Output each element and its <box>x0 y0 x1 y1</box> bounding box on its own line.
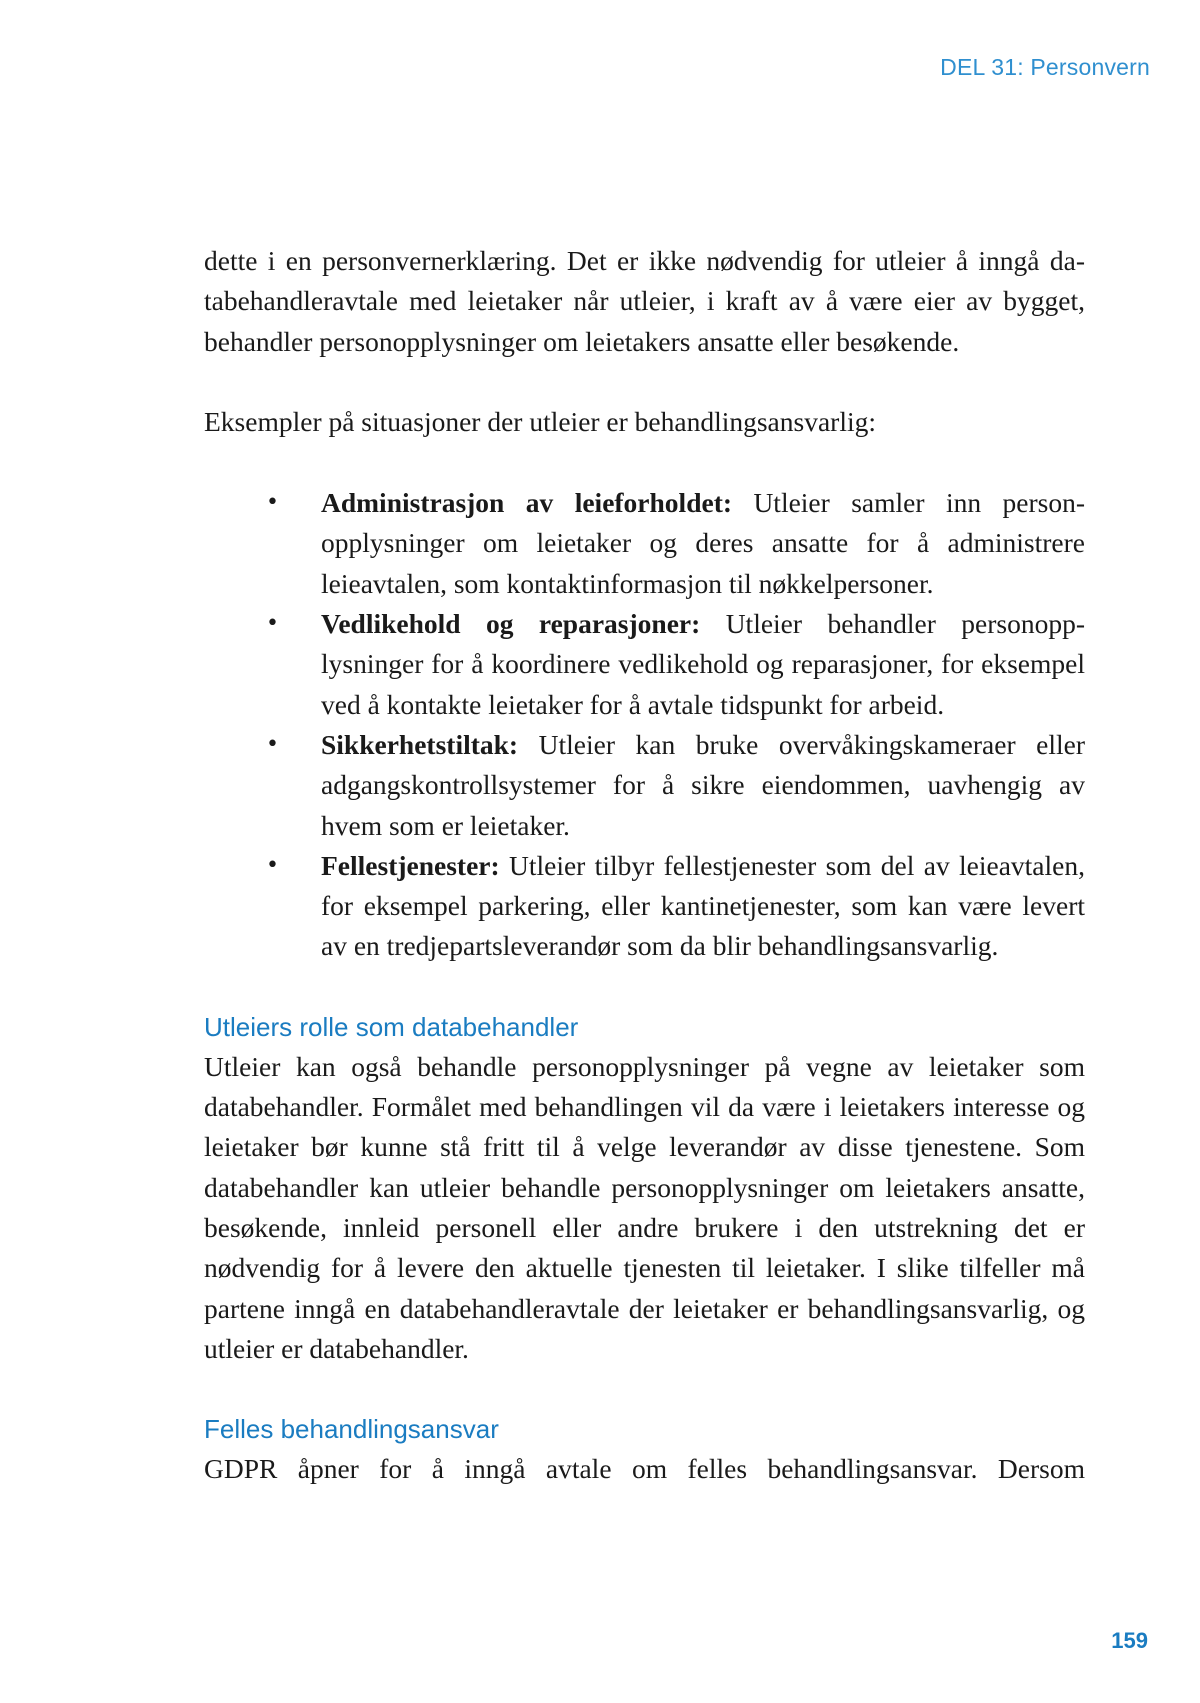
section-heading-felles: Felles behandlingsansvar <box>204 1414 499 1445</box>
bullet-icon: • <box>266 611 279 637</box>
examples-list <box>204 483 1085 967</box>
spacer <box>204 362 1085 402</box>
list-item-text: Utleier behandler personopplysninger for å koordinere vedlikehold og reparasjoner, for eksempel ved å kontakte leietaker for å avtale tidspunkt for arbeid. <box>321 608 1085 720</box>
section-paragraph-felles: GDPR åpner for å inngå avtale om felles behandlingsansvar. Dersom <box>204 1453 1085 1485</box>
list-item <box>204 604 1085 725</box>
spacer <box>204 1369 1085 1409</box>
list-item-text: Utleier tilbyr fellestjenester som del av leieavtalen, for eksempel parkering, eller kantinetjenester, som kan være levert av en tredjepartsleverandør som da blir behandlingsansvarlig. <box>321 849 1085 962</box>
bullet-icon: • <box>266 731 279 757</box>
page-number: 159 <box>1111 1628 1148 1653</box>
list-item-term: Vedlikehold og reparasjoner: <box>321 608 701 640</box>
list-item-term: Administrasjon av leieforholdet: <box>321 487 733 519</box>
examples-intro: Eksempler på situasjoner der utleier er behandlingsansvarlig: <box>204 405 877 437</box>
list-item <box>204 483 1085 604</box>
list-item-term: Fellestjenester: <box>321 849 500 881</box>
bullet-icon: • <box>266 490 279 516</box>
section-heading-databehandler: Utleiers rolle som databehandler <box>204 1011 579 1042</box>
bullet-icon: • <box>266 852 279 878</box>
list-item <box>204 725 1085 846</box>
intro-paragraph: dette i en personvernerklæring. Det er ikke nødvendig for utleier å inngå databehandleravtale med leietaker når utleier, i kraft av å være eier av bygget, behandler personopplysninger om leietakers ansatte eller besøkende. <box>204 245 1085 357</box>
page-body <box>204 241 1085 1489</box>
list-item-term: Sikkerhetstiltak: <box>321 728 519 760</box>
list-item-text: Utleier samler inn personopplysninger om leietaker og deres ansatte for å administrere leieavtalen, som kontaktinformasjon til nøkkelpersoner. <box>321 487 1085 599</box>
running-header: DEL 31: Personvern <box>940 54 1150 80</box>
section-paragraph-databehandler: Utleier kan også behandle personopplysninger på vegne av leietaker som databehandler. Formålet med behandlingen vil da være i leietakers interesse og leietaker bør kunne stå fritt til å velge leverandør av disse tjenestene. Som databehandler kan utleier behandle personopplysninger om leietakers ansatte, besøkende, innleid personell eller andre brukere i den utstrekning det er nødvendig for å levere den aktuelle tjenesten til leietaker. I slike tilfeller må partene inngå en databehandleravtale der leietaker er behandlingsansvarlig, og utleier er databehandler. <box>204 1050 1085 1364</box>
spacer <box>204 967 1085 1007</box>
list-item-text: Utleier kan bruke overvåkingskameraer eller adgangskontrollsystemer for å sikre eiendommen, uavhengig av hvem som er leietaker. <box>321 728 1085 841</box>
list-item <box>204 846 1085 967</box>
spacer <box>204 442 1085 483</box>
